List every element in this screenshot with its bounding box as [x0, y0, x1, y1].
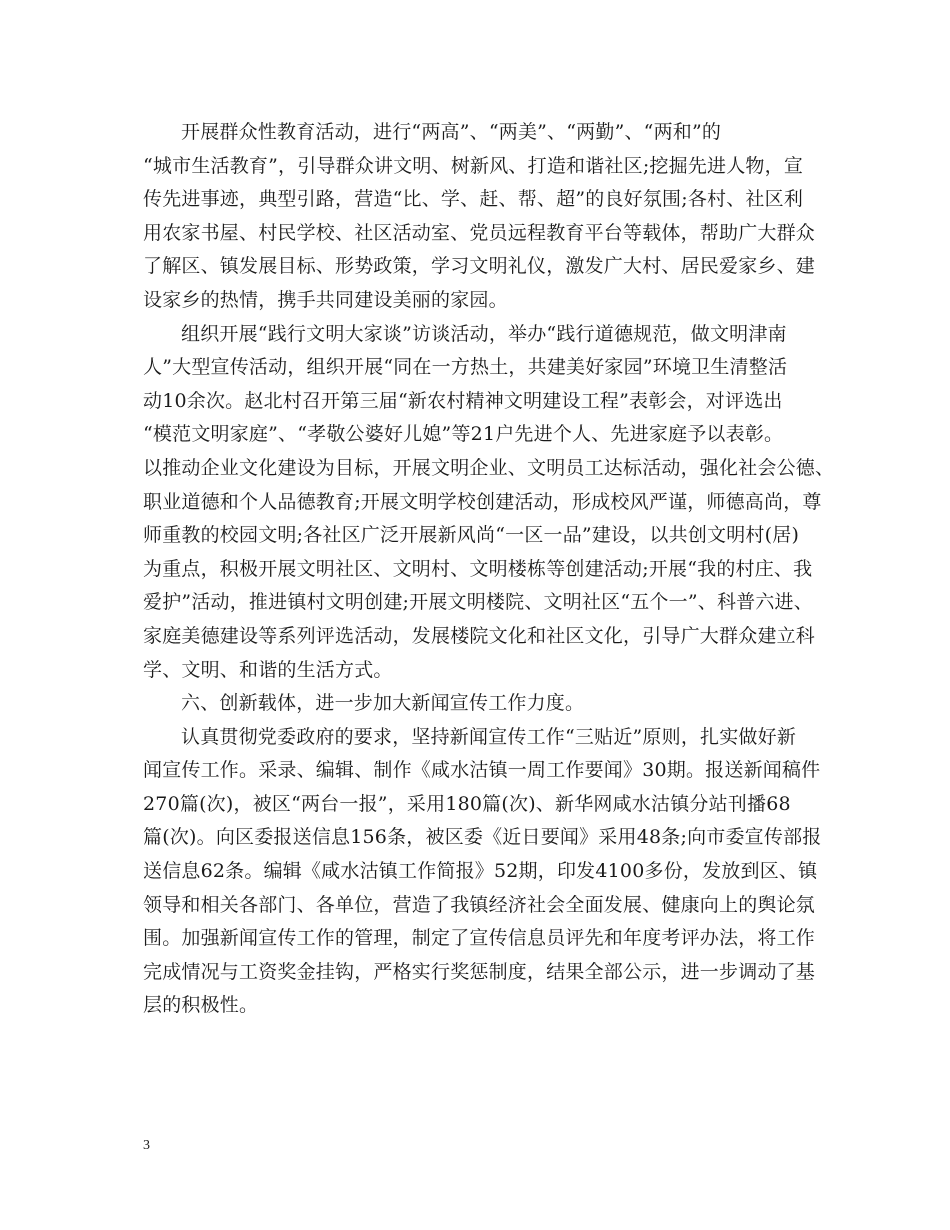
section-heading-news-publicity [143, 687, 815, 721]
text-line: 学、文明、和谐的生活方式。 [143, 658, 393, 681]
text-line: 动10余次。赵北村召开第三届“新农村精神文明建设工程”表彰会，对评选出 [143, 389, 783, 412]
text-line: 篇(次)。向区委报送信息156条，被区委《近日要闻》采用48条;向市委宣传部报 [143, 826, 822, 849]
text-line: 设家乡的热情，携手共同建设美丽的家园。 [143, 288, 508, 311]
text-line: 职业道德和个人品德教育;开展文明学校创建活动，形成校风严谨，师德高尚，尊 [143, 490, 822, 513]
text-line: 领导和相关各部门、各单位，营造了我镇经济社会全面发展、健康向上的舆论氛 [143, 893, 816, 916]
text-line: 送信息62条。编辑《咸水沽镇工作简报》52期，印发4100多份，发放到区、镇 [143, 860, 818, 883]
section-heading: 六、创新载体，进一步加大新闻宣传工作力度。 [181, 692, 585, 715]
text-line: 家庭美德建设等系列评选活动，发展楼院文化和社区文化，引导广大群众建立科 [143, 624, 816, 647]
text-line: 完成情况与工资奖金挂钩，严格实行奖惩制度，结果全部公示，进一步调动了基 [143, 960, 816, 983]
text-line: 了解区、镇发展目标、形势政策，学习文明礼仪，激发广大村、居民爱家乡、建 [143, 255, 816, 278]
text-line: 以推动企业文化建设为目标，开展文明企业、文明员工达标活动，强化社会公德、 [143, 456, 835, 479]
text-line: 组织开展“践行文明大家谈”访谈活动，举办“践行道德规范，做文明津南 [181, 322, 787, 345]
text-line: 闻宣传工作。采录、编辑、制作《咸水沽镇一周工作要闻》30期。报送新闻稿件 [143, 759, 821, 782]
text-line: 认真贯彻党委政府的要求，坚持新闻宣传工作“三贴近”原则，扎实做好新 [181, 725, 797, 748]
text-line: 围。加强新闻宣传工作的管理，制定了宣传信息员评先和年度考评办法，将工作 [143, 927, 816, 950]
paragraph-education-activities [143, 116, 815, 318]
document-body [143, 116, 835, 1023]
paragraph-news-work [143, 721, 822, 1023]
text-line: 开展群众性教育活动，进行“两高”、“两美”、“两勤”、“两和”的 [181, 121, 722, 143]
text-line: “模范文明家庭”、“孝敬公婆好儿媳”等21户先进个人、先进家庭予以表彰。 [143, 423, 784, 446]
page-number: 3 [143, 1138, 150, 1153]
text-line: 爱护”活动，推进镇村文明创建;开展文明楼院、文明社区“五个一”、科普六进、 [143, 591, 813, 614]
text-line: 为重点，积极开展文明社区、文明村、文明楼栋等创建活动;开展“我的村庄、我 [143, 557, 813, 580]
text-line: 层的积极性。 [143, 994, 259, 1017]
text-line: 传先进事迹，典型引路，营造“比、学、赶、帮、超”的良好氛围;各村、社区利 [143, 188, 804, 211]
paragraph-civilization-campaigns [143, 318, 835, 688]
text-line: 用农家书屋、村民学校、社区活动室、党员远程教育平台等载体，帮助广大群众 [143, 221, 816, 244]
text-line: 师重教的校园文明;各社区广泛开展新风尚“一区一品”建设，以共创文明村(居) [143, 524, 800, 547]
text-line: “城市生活教育”，引导群众讲文明、树新风、打造和谐社区;挖掘先进人物，宣 [143, 154, 804, 177]
text-line: 270篇(次)，被区“两台一报”，采用180篇(次)、新华网咸水沽镇分站刊播68 [143, 792, 791, 815]
text-line: 人”大型宣传活动，组织开展“同在一方热土，共建美好家园”环境卫生清整活 [143, 356, 788, 379]
